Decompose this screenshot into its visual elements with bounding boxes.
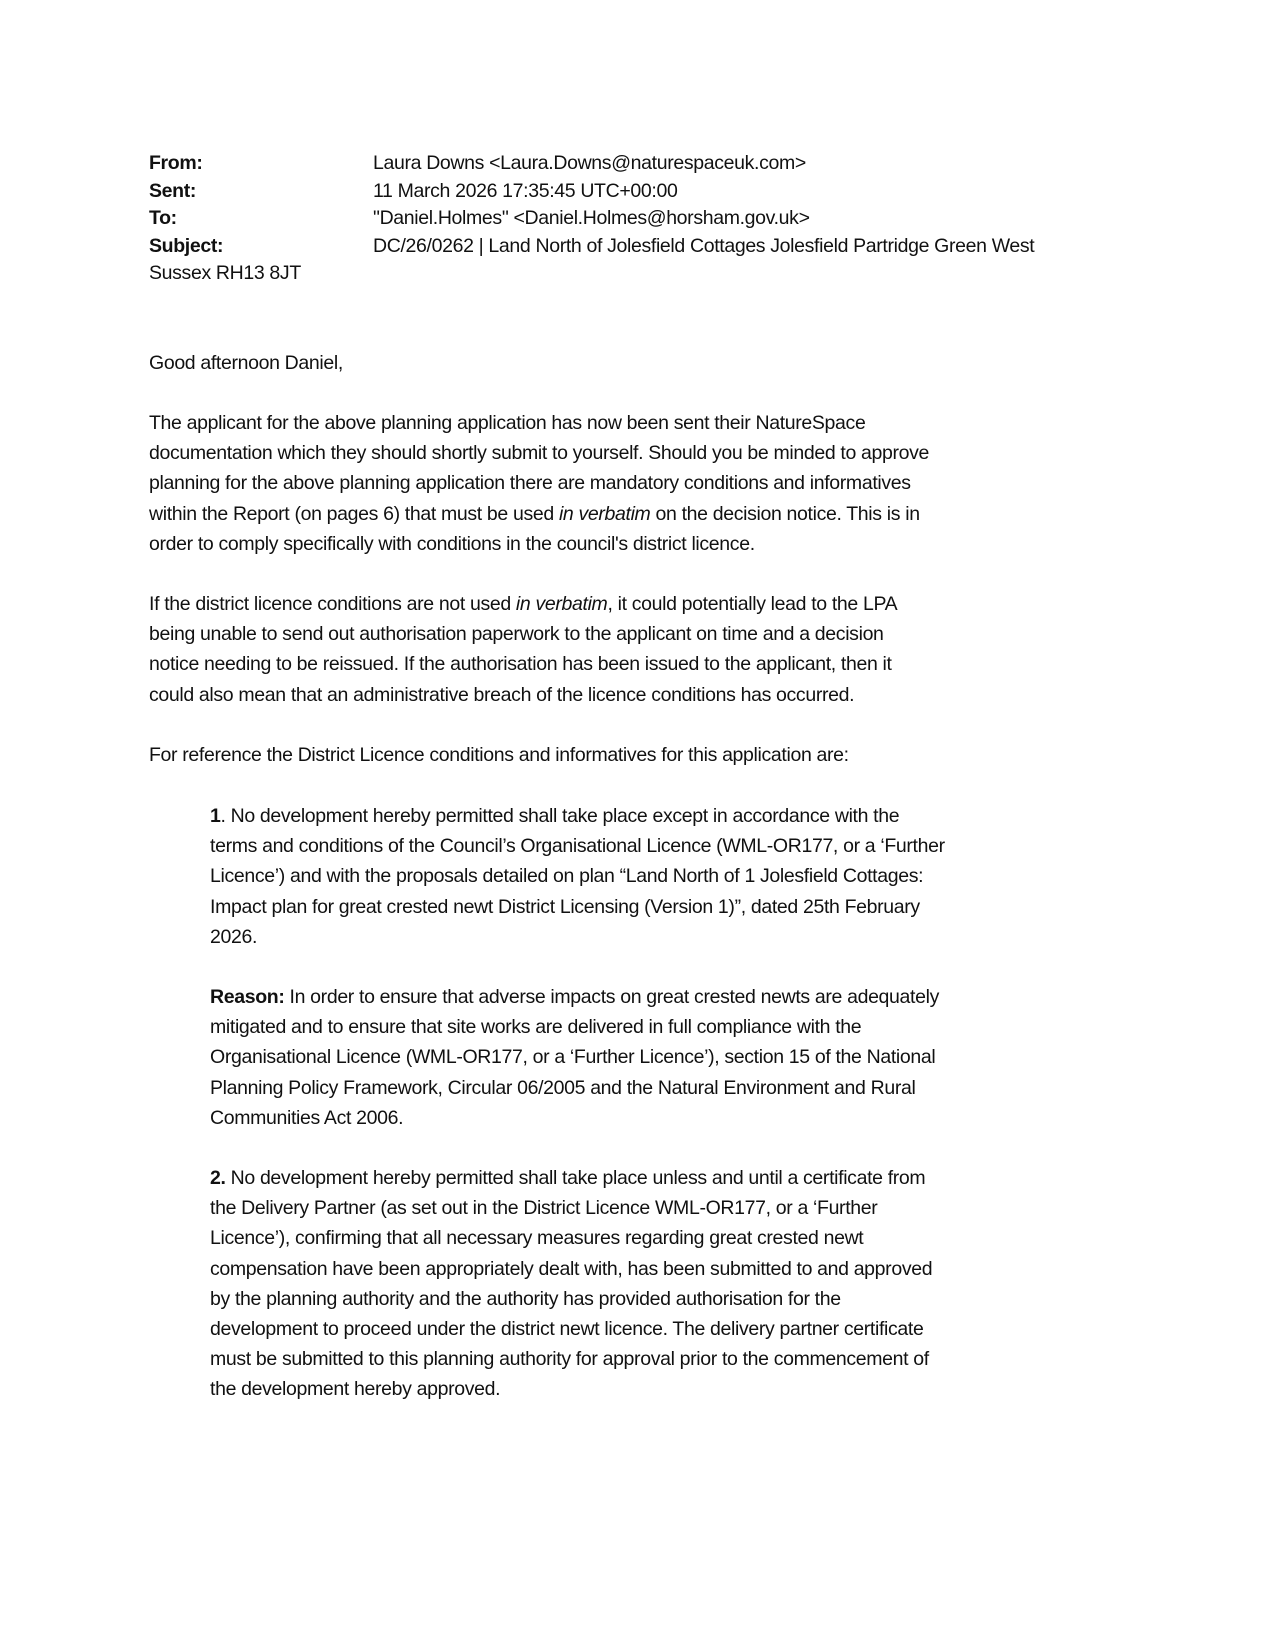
condition-1-reason bbox=[210, 982, 939, 1133]
text-line bbox=[210, 1073, 939, 1103]
text-line bbox=[149, 619, 897, 649]
text-run: planning for the above planning application there are mandatory conditions and informatives bbox=[149, 472, 911, 495]
text-line bbox=[149, 499, 929, 529]
text-line bbox=[149, 589, 897, 619]
greeting bbox=[149, 348, 343, 378]
text-line bbox=[149, 529, 929, 559]
text-line bbox=[210, 801, 945, 831]
bold-text: 1 bbox=[210, 805, 221, 827]
text-line bbox=[210, 1193, 932, 1223]
text-line bbox=[149, 680, 897, 710]
text-run: development to proceed under the district newt licence. The delivery partner certificate bbox=[210, 1317, 924, 1340]
text-line bbox=[149, 438, 929, 468]
text-run: order to comply specifically with conditions in the council's district licence. bbox=[149, 532, 755, 555]
text-line bbox=[210, 1314, 932, 1344]
paragraph-reference bbox=[149, 740, 849, 770]
from-value: Laura Downs <Laura.Downs@naturespaceuk.com> bbox=[373, 152, 806, 174]
to-row bbox=[149, 205, 1034, 233]
subject-label: Subject: bbox=[149, 234, 224, 257]
subject-row bbox=[149, 233, 1034, 261]
to-value: "Daniel.Holmes" <Daniel.Holmes@horsham.gov.uk> bbox=[373, 207, 810, 230]
text-line bbox=[210, 1284, 932, 1314]
text-run: Impact plan for great crested newt District Licensing (Version 1)”, dated 25th February bbox=[210, 895, 920, 918]
text-line bbox=[210, 982, 939, 1012]
sent-value: 11 March 2026 17:35:45 UTC+00:00 bbox=[373, 179, 678, 202]
text-run: within the Report (on pages 6) that must be used bbox=[149, 502, 559, 525]
text-run: could also mean that an administrative breach of the licence conditions has occurred. bbox=[149, 683, 855, 706]
text-run: Planning Policy Framework, Circular 06/2005 and the Natural Environment and Rural bbox=[210, 1076, 916, 1099]
condition-2 bbox=[210, 1163, 932, 1405]
text-run: must be submitted to this planning authority for approval prior to the commencement of bbox=[210, 1348, 929, 1371]
text-line bbox=[149, 468, 929, 498]
text-run: notice needing to be reissued. If the authorisation has been issued to the applicant, then it bbox=[149, 653, 892, 676]
text-run: . No development hereby permitted shall take place except in accordance with the bbox=[220, 805, 900, 827]
text-line bbox=[210, 1012, 939, 1042]
text-line bbox=[149, 740, 849, 770]
italic-text: in verbatim bbox=[515, 593, 608, 615]
text-line bbox=[210, 1374, 932, 1404]
text-line bbox=[210, 1254, 932, 1284]
text-run: Licence’) and with the proposals detailed on plan “Land North of 1 Jolesfield Cottages: bbox=[210, 865, 924, 888]
subject-wrap: Sussex RH13 8JT bbox=[149, 262, 301, 285]
text-run: For reference the District Licence conditions and informatives for this application are: bbox=[149, 744, 849, 766]
text-run: Organisational Licence (WML-OR177, or a ‘Further Licence’), section 15 of the National bbox=[210, 1046, 936, 1069]
sent-row bbox=[149, 178, 1034, 206]
text-line bbox=[210, 1103, 939, 1133]
text-run: The applicant for the above planning application has now been sent their NatureSpace bbox=[149, 412, 866, 434]
text-run: mitigated and to ensure that site works are delivered in full compliance with the bbox=[210, 1016, 862, 1039]
text-run: the Delivery Partner (as set out in the District Licence WML-OR177, or a ‘Further bbox=[210, 1197, 878, 1220]
text-run: , it could potentially lead to the LPA bbox=[607, 593, 898, 615]
text-run: the development hereby approved. bbox=[210, 1378, 501, 1401]
text-line bbox=[149, 348, 343, 378]
text-line bbox=[210, 892, 945, 922]
from-label: From: bbox=[149, 152, 203, 174]
to-label: To: bbox=[149, 207, 177, 230]
text-line bbox=[210, 922, 945, 952]
text-run: Licence’), confirming that all necessary measures regarding great crested newt bbox=[210, 1227, 864, 1250]
from-row bbox=[149, 150, 1034, 178]
text-run: If the district licence conditions are not used bbox=[149, 593, 516, 615]
text-run: In order to ensure that adverse impacts on great crested newts are adequately bbox=[284, 986, 939, 1008]
text-run: on the decision notice. This is in bbox=[650, 502, 920, 525]
text-line bbox=[210, 861, 945, 891]
text-run: Communities Act 2006. bbox=[210, 1106, 404, 1129]
bold-text: Reason: bbox=[210, 986, 285, 1008]
text-line bbox=[149, 408, 929, 438]
paragraph-intro bbox=[149, 408, 929, 559]
paragraph-warning bbox=[149, 589, 897, 710]
text-line bbox=[210, 1344, 932, 1374]
text-run: 2026. bbox=[210, 925, 258, 948]
text-run: being unable to send out authorisation paperwork to the applicant on time and a decision bbox=[149, 623, 884, 646]
subject-value: DC/26/0262 | Land North of Jolesfield Cottages Jolesfield Partridge Green West bbox=[373, 234, 1035, 257]
text-run: documentation which they should shortly submit to yourself. Should you be minded to approve bbox=[149, 442, 930, 465]
condition-1 bbox=[210, 801, 945, 952]
italic-text: in verbatim bbox=[558, 502, 651, 525]
text-run: terms and conditions of the Council’s Organisational Licence (WML-OR177, or a ‘Further bbox=[210, 835, 945, 858]
text-run: Good afternoon Daniel, bbox=[149, 352, 343, 374]
text-line bbox=[210, 1163, 932, 1193]
text-line bbox=[210, 831, 945, 861]
text-run: by the planning authority and the authority has provided authorisation for the bbox=[210, 1287, 841, 1310]
text-line bbox=[149, 649, 897, 679]
text-line bbox=[210, 1042, 939, 1072]
email-header bbox=[149, 150, 1034, 288]
sent-label: Sent: bbox=[149, 179, 197, 202]
bold-text: 2. bbox=[210, 1167, 226, 1189]
text-run: No development hereby permitted shall take place unless and until a certificate from bbox=[225, 1167, 926, 1189]
text-line bbox=[210, 1223, 932, 1253]
text-run: compensation have been appropriately dealt with, has been submitted to and approved bbox=[210, 1257, 933, 1280]
